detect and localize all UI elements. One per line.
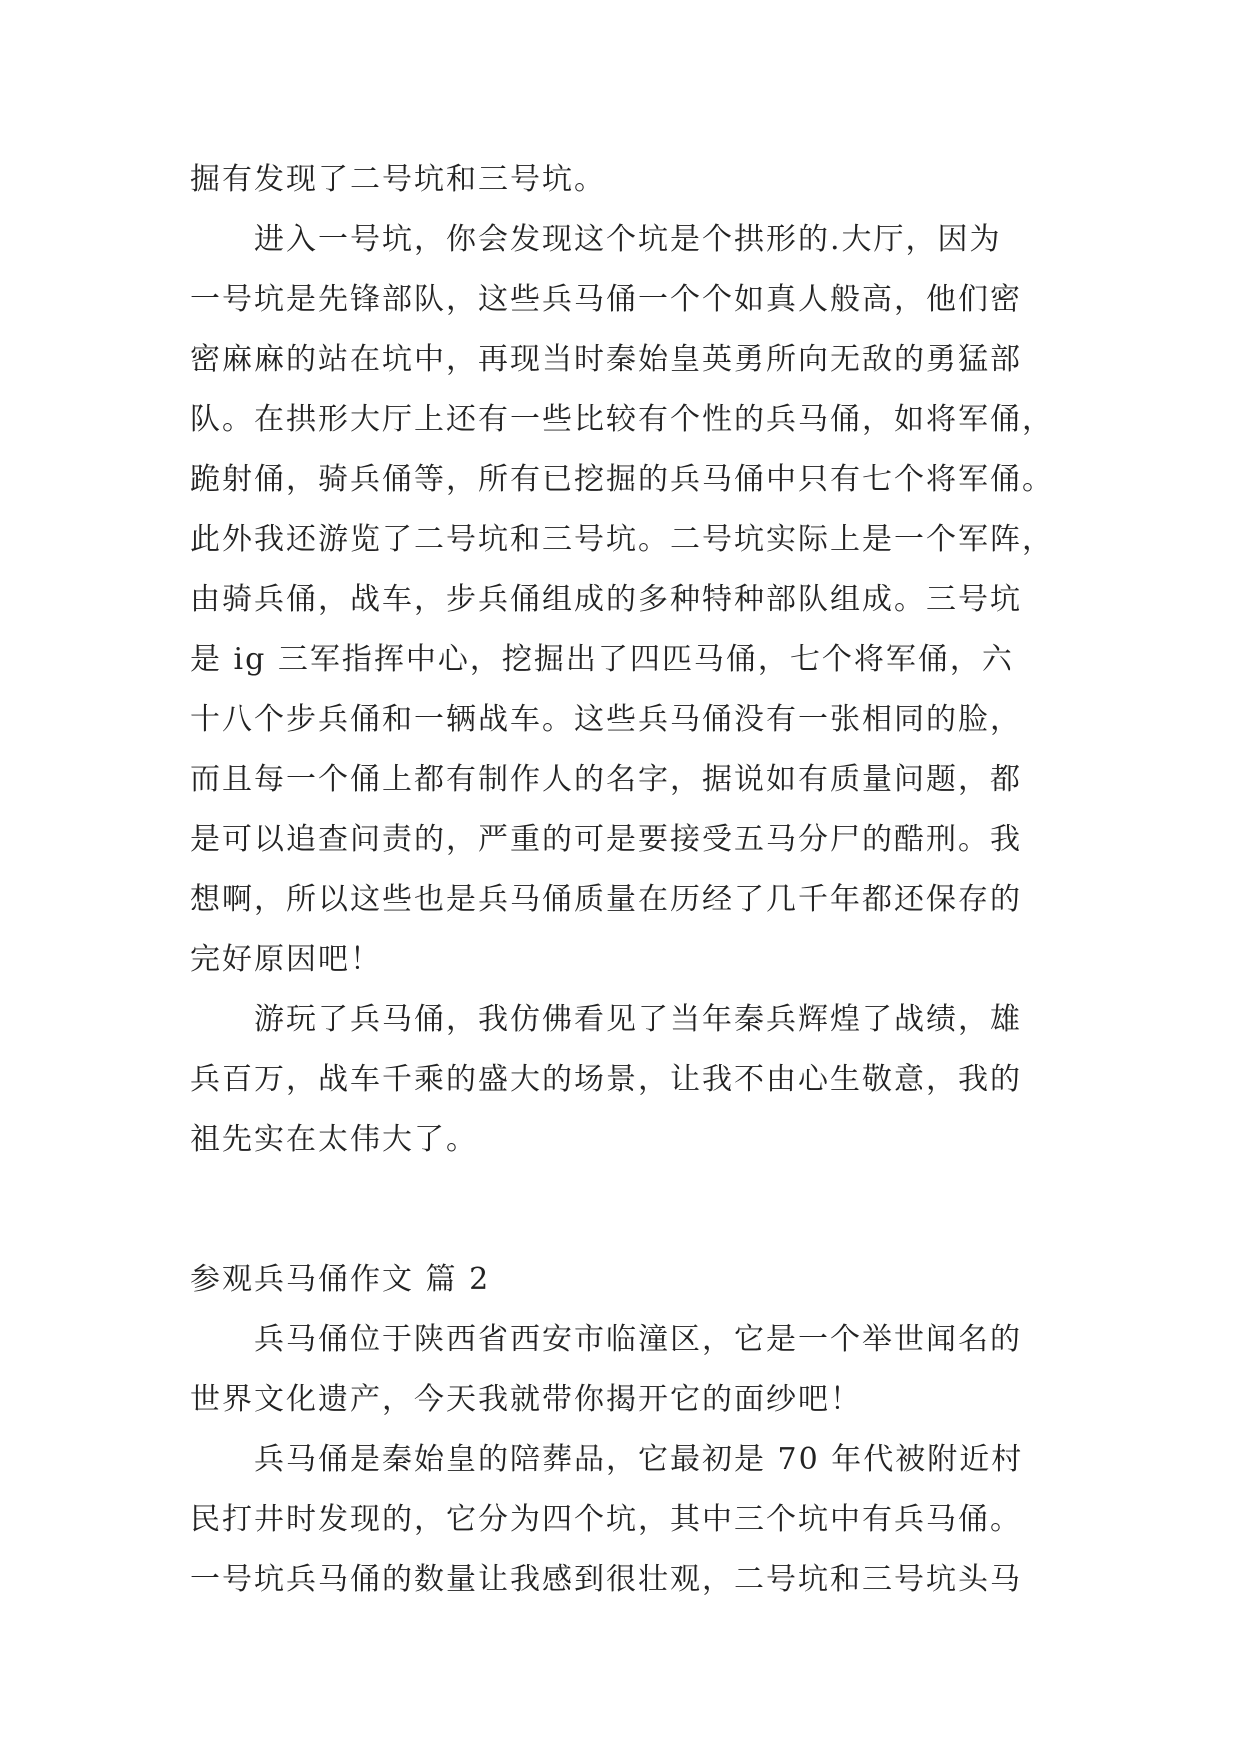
paragraph-3: [190, 990, 1060, 1170]
section-gap: [190, 1170, 1060, 1250]
paragraph-4: [190, 1310, 1060, 1430]
paragraph-5: [190, 1430, 1060, 1610]
paragraph-2: [190, 210, 1060, 990]
text-line: 想啊，所以这些也是兵马俑质量在历经了几千年都还保存的: [190, 882, 1022, 917]
text-line: 兵百万，战车千乘的盛大的场景，让我不由心生敬意，我的: [190, 1062, 1022, 1097]
text-line: 兵马俑位于陕西省西安市临潼区，它是一个举世闻名的: [254, 1322, 1022, 1357]
text-line: 民打井时发现的，它分为四个坑，其中三个坑中有兵马俑。: [190, 1502, 1022, 1537]
text-line: 游玩了兵马俑，我仿佛看见了当年秦兵辉煌了战绩，雄: [254, 1002, 1022, 1037]
text-line: 是可以追查问责的，严重的可是要接受五马分尸的酷刑。我: [190, 822, 1022, 857]
text-line: 跪射俑，骑兵俑等，所有已挖掘的兵马俑中只有七个将军俑。: [190, 462, 1054, 497]
text-line: 而且每一个俑上都有制作人的名字，据说如有质量问题，都: [190, 762, 1022, 797]
text-line: 是 ig 三军指挥中心，挖掘出了四匹马俑，七个将军俑，六: [190, 642, 1014, 677]
section-heading: 参观兵马俑作文 篇 2: [190, 1262, 491, 1297]
text-line: 由骑兵俑，战车，步兵俑组成的多种特种部队组成。三号坑: [190, 582, 1022, 617]
text-line: 此外我还游览了二号坑和三号坑。二号坑实际上是一个军阵，: [190, 522, 1054, 557]
document-page: [190, 150, 1060, 1610]
text-line: 队。在拱形大厅上还有一些比较有个性的兵马俑，如将军俑，: [190, 402, 1054, 437]
text-line: 一号坑是先锋部队，这些兵马俑一个个如真人般高，他们密: [190, 282, 1022, 317]
text-line: 密麻麻的站在坑中，再现当时秦始皇英勇所向无敌的勇猛部: [190, 342, 1022, 377]
paragraph-1: [190, 150, 1060, 210]
text-line: 进入一号坑，你会发现这个坑是个拱形的.大厅，因为: [254, 222, 1002, 257]
text-line: 十八个步兵俑和一辆战车。这些兵马俑没有一张相同的脸，: [190, 702, 1022, 737]
text-line: 世界文化遗产，今天我就带你揭开它的面纱吧！: [190, 1382, 862, 1417]
text-line: 一号坑兵马俑的数量让我感到很壮观，二号坑和三号坑头马: [190, 1562, 1022, 1597]
text-line: 掘有发现了二号坑和三号坑。: [190, 162, 606, 197]
text-line: 兵马俑是秦始皇的陪葬品，它最初是 70 年代被附近村: [254, 1442, 1024, 1477]
text-line: 完好原因吧！: [190, 942, 382, 977]
text-line: 祖先实在太伟大了。: [190, 1122, 478, 1157]
